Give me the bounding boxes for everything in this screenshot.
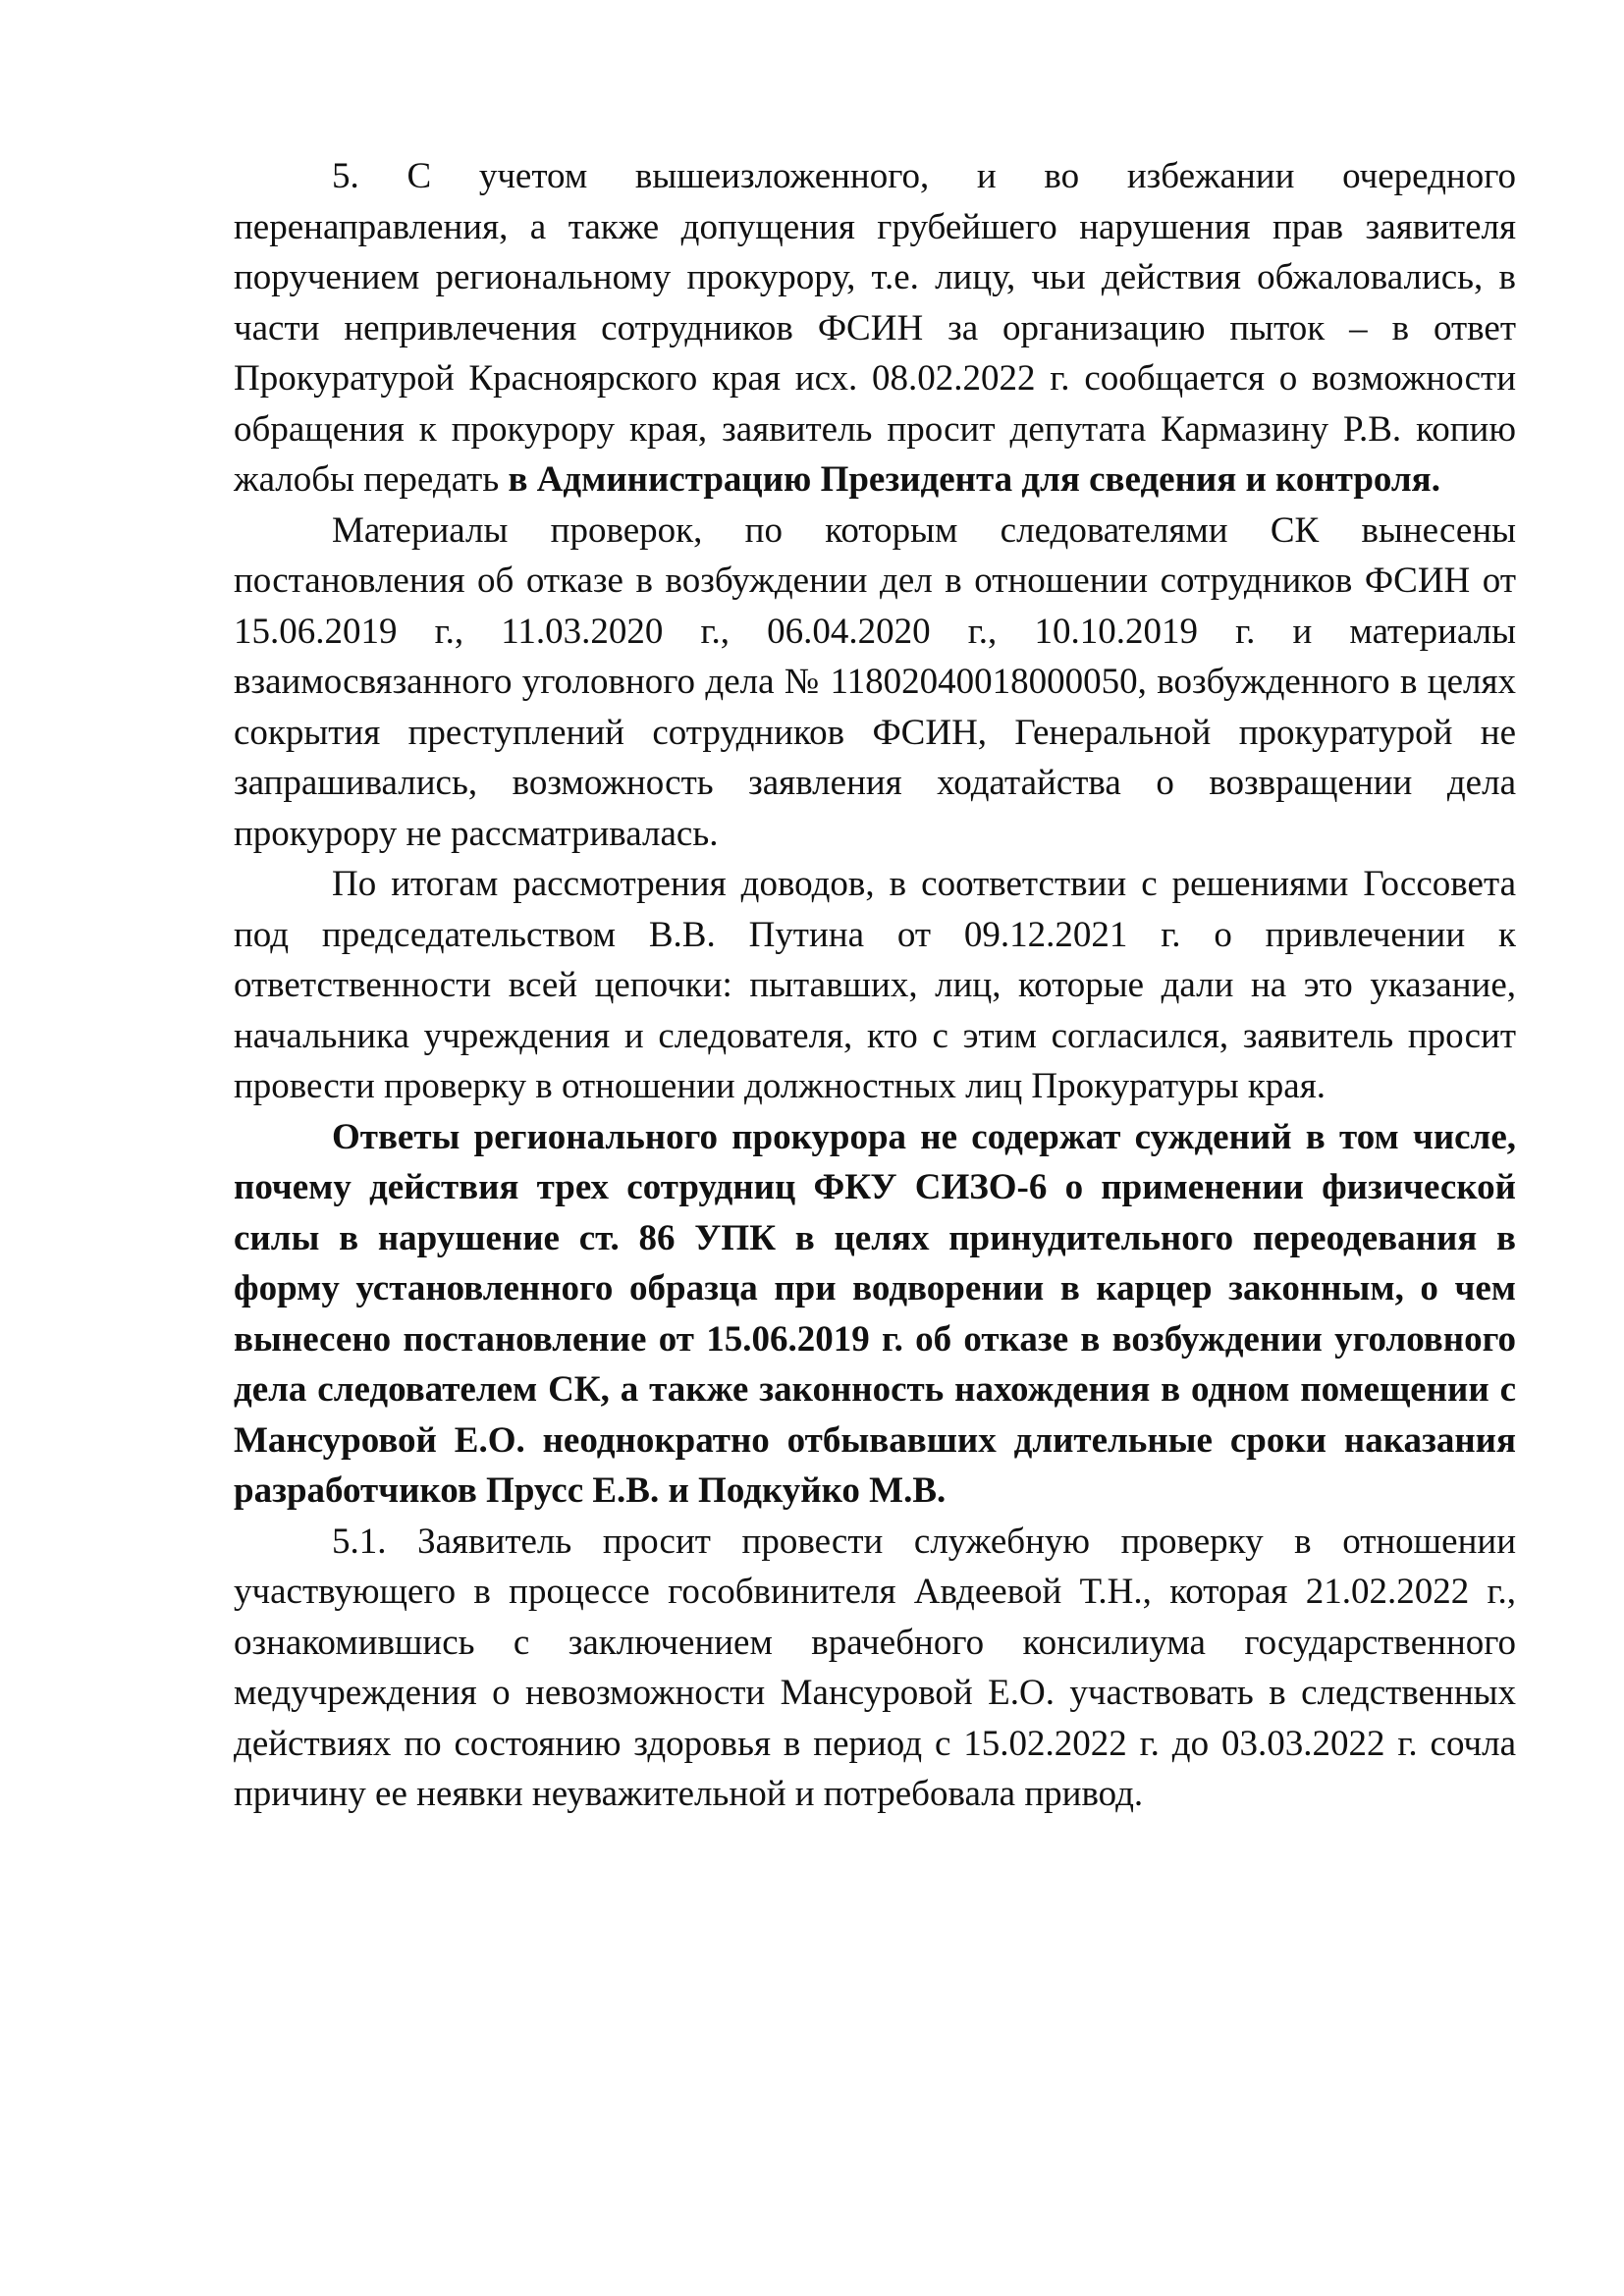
paragraph-5-text: 5. С учетом вышеизложенного, и во избежании очередного перенаправления, а также допущения грубейшего нарушения прав заявителя поручением региональному прокурору, т.е. лицу, чьи действия обжаловались, в части непривлечения сотрудников ФСИН за организацию пыток – в ответ Прокуратурой Красноярского края исх. 08.02.2022 г. сообщается о возможности обращения к прокурору края, заявитель просит депутата Кармазину Р.В. копию жалобы передать <box>234 156 1516 500</box>
paragraph-5 <box>234 151 1516 506</box>
paragraph-5-bold-tail: в Администрацию Президента для сведения и контроля. <box>508 459 1440 500</box>
paragraph-materials <box>234 506 1516 860</box>
document-page <box>234 151 1516 1820</box>
paragraph-materials-text: Материалы проверок, по которым следователями СК вынесены постановления об отказе в возбуждении дел в отношении сотрудников ФСИН от 15.06.2019 г., 11.03.2020 г., 06.04.2020 г., 10.10.2019 г. и материалы взаимосвязанного уголовного дела № 11802040018000050, возбужденного в целях сокрытия преступлений сотрудников ФСИН, Генеральной прокуратурой не запрашивались, возможность заявления ходатайства о возвращении дела прокурору не рассматривалась. <box>234 509 1516 854</box>
paragraph-bold-answers-text: Ответы регионального прокурора не содержат суждений в том числе, почему действия трех сотрудниц ФКУ СИЗО-6 о применении физической силы в нарушение ст. 86 УПК в целях принудительного переодевания в форму установленного образца при водворении в карцер законным, о чем вынесено постановление от 15.06.2019 г. об отказе в возбуждении уголовного дела следователем СК, а также законность нахождения в одном помещении с Мансуровой Е.О. неоднократно отбывавших длительные сроки наказания разработчиков Прусс Е.В. и Подкуйко М.В. <box>234 1116 1516 1511</box>
paragraph-5-1-text: 5.1. Заявитель просит провести служебную проверку в отношении участвующего в процессе гособвинителя Авдеевой Т.Н., которая 21.02.2022 г., ознакомившись с заключением врачебного консилиума государственного медучреждения о невозможности Мансуровой Е.О. участвовать в следственных действиях по состоянию здоровья в период с 15.02.2022 г. до 03.03.2022 г. сочла причину ее неявки неуважительной и потребовала привод. <box>234 1521 1516 1814</box>
paragraph-results-text: По итогам рассмотрения доводов, в соответствии с решениями Госсовета под председательством В.В. Путина от 09.12.2021 г. о привлечении к ответственности всей цепочки: пытавших, лиц, которые дали на это указание, начальника учреждения и следователя, кто с этим согласился, заявитель просит провести проверку в отношении должностных лиц Прокуратуры края. <box>234 864 1516 1106</box>
paragraph-results <box>234 859 1516 1112</box>
paragraph-5-1 <box>234 1517 1516 1820</box>
paragraph-bold-answers <box>234 1112 1516 1517</box>
